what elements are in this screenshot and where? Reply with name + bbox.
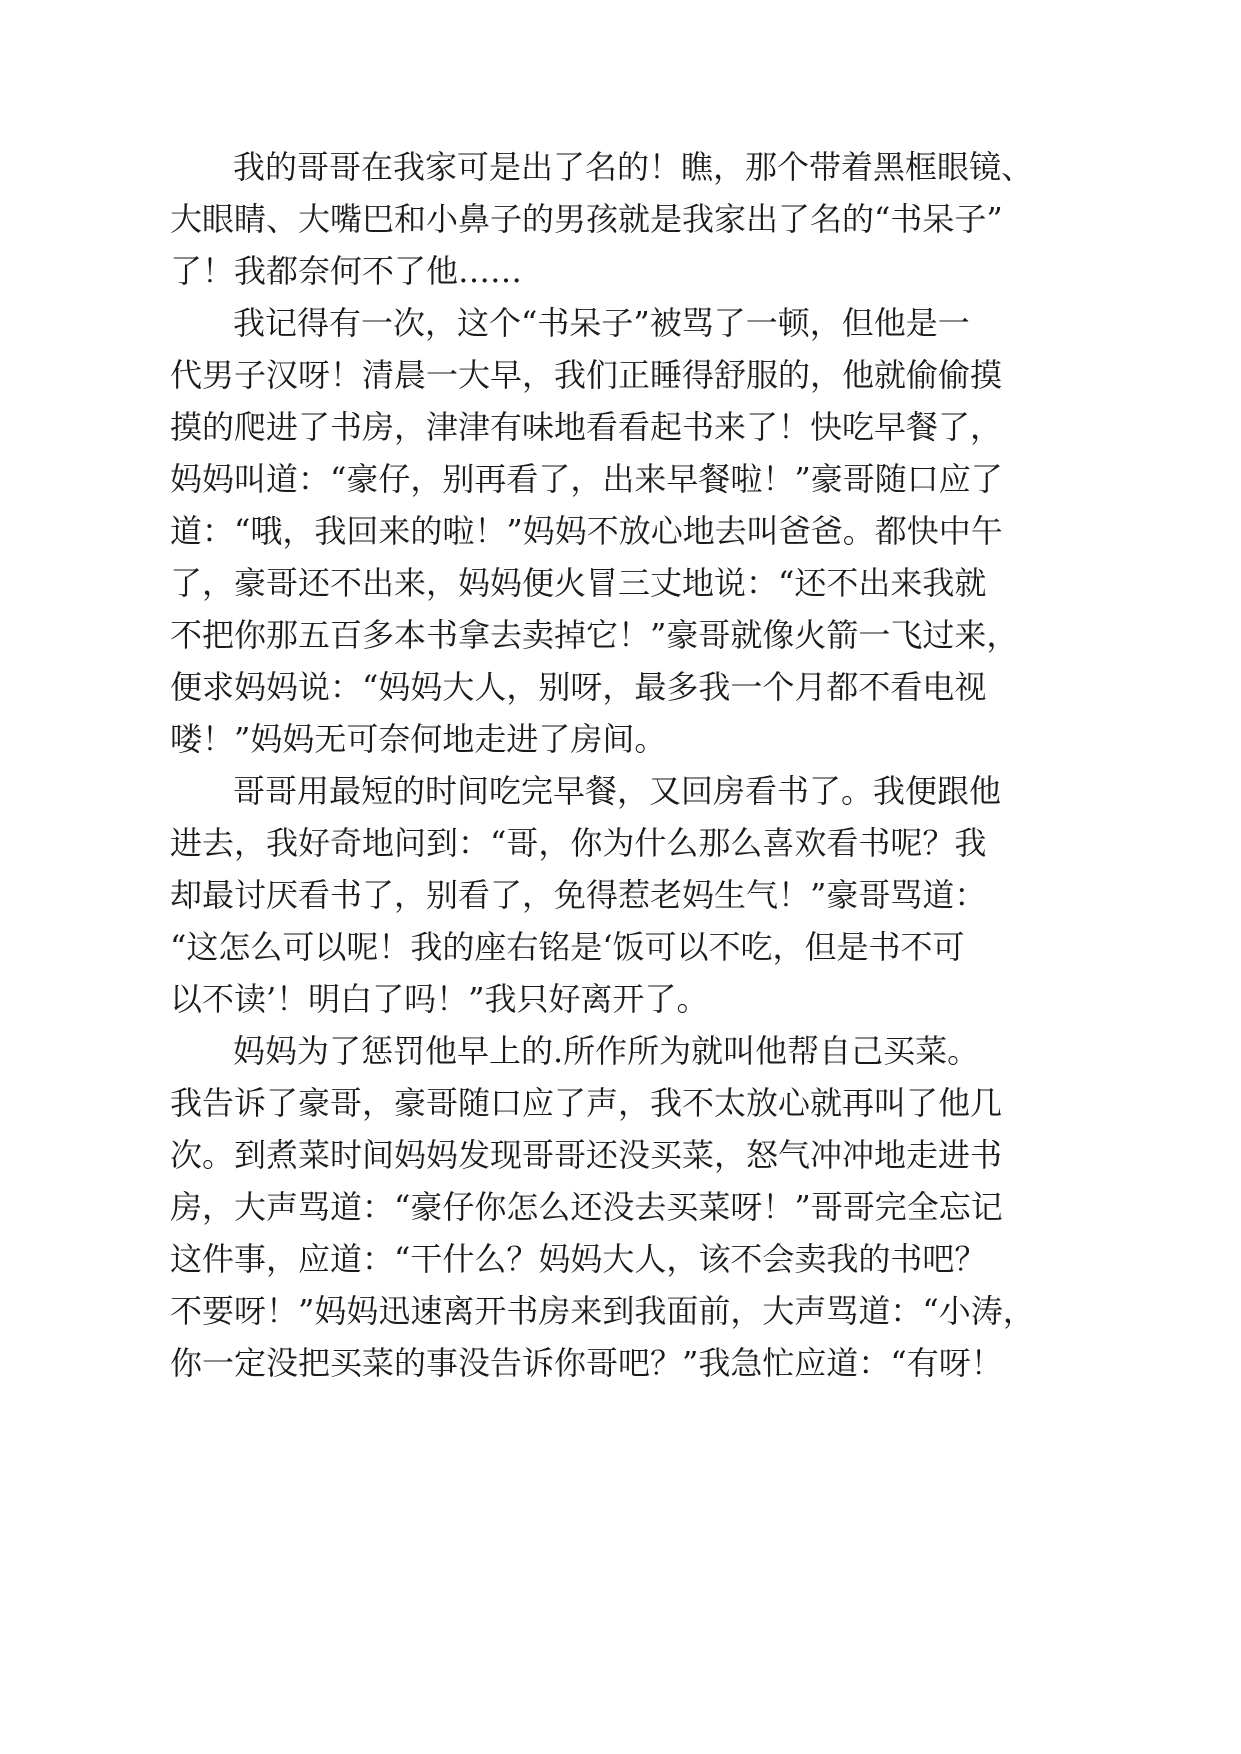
paragraph-1-line-3: 了！我都奈何不了他…… [170,252,523,290]
paragraph-2-line-7: 不把你那五百多本书拿去卖掉它！”豪哥就像火箭一飞过来， [170,616,1019,654]
paragraph-3-line-1: 哥哥用最短的时间吃完早餐，又回房看书了。我便跟他 [233,772,1002,810]
paragraph-2-line-1: 我记得有一次，这个“书呆子”被骂了一顿，但他是一 [233,304,970,342]
paragraph-1-line-1: 我的哥哥在我家可是出了名的！瞧，那个带着黑框眼镜、 [233,148,1034,186]
paragraph-4-line-2: 我告诉了豪哥，豪哥随口应了声，我不太放心就再叫了他几 [170,1084,1003,1122]
paragraph-4-line-4: 房，大声骂道：“豪仔你怎么还没去买菜呀！”哥哥完全忘记 [170,1188,1003,1226]
paragraph-2-line-3: 摸的爬进了书房，津津有味地看看起书来了！快吃早餐了， [170,408,1003,446]
paragraph-4-line-6: 不要呀！”妈妈迅速离开书房来到我面前，大声骂道：“小涛， [170,1292,1035,1330]
paragraph-3-line-2: 进去，我好奇地问到：“哥，你为什么那么喜欢看书呢？我 [170,824,987,862]
paragraph-4-line-7: 你一定没把买菜的事没告诉你哥吧？”我急忙应道：“有呀！ [170,1344,1003,1382]
paragraph-4-line-5: 这件事，应道：“干什么？妈妈大人，该不会卖我的书吧？ [170,1240,987,1278]
paragraph-2-line-9: 喽！”妈妈无可奈何地走进了房间。 [170,720,667,758]
paragraph-2-line-4: 妈妈叫道：“豪仔，别再看了，出来早餐啦！”豪哥随口应了 [170,460,1003,498]
paragraph-1-line-2: 大眼睛、大嘴巴和小鼻子的男孩就是我家出了名的“书呆子” [170,200,1003,238]
paragraph-4-line-3: 次。到煮菜时间妈妈发现哥哥还没买菜，怒气冲冲地走进书 [170,1136,1003,1174]
paragraph-2-line-6: 了，豪哥还不出来，妈妈便火冒三丈地说：“还不出来我就 [170,564,987,602]
paragraph-2-line-2: 代男子汉呀！清晨一大早，我们正睡得舒服的，他就偷偷摸 [170,356,1003,394]
paragraph-3-line-3: 却最讨厌看书了，别看了，免得惹老妈生气！”豪哥骂道： [170,876,987,914]
paragraph-2-line-5: 道：“哦，我回来的啦！”妈妈不放心地去叫爸爸。都快中午 [170,512,1003,550]
paragraph-3-line-5: 以不读’！明白了吗！”我只好离开了。 [170,980,709,1018]
paragraph-4-line-1: 妈妈为了惩罚他早上的.所作所为就叫他帮自己买菜。 [233,1032,980,1070]
paragraph-2-line-8: 便求妈妈说：“妈妈大人，别呀，最多我一个月都不看电视 [170,668,987,706]
paragraph-3-line-4: “这怎么可以呢！我的座右铭是‘饭可以不吃，但是书不可 [170,928,965,966]
